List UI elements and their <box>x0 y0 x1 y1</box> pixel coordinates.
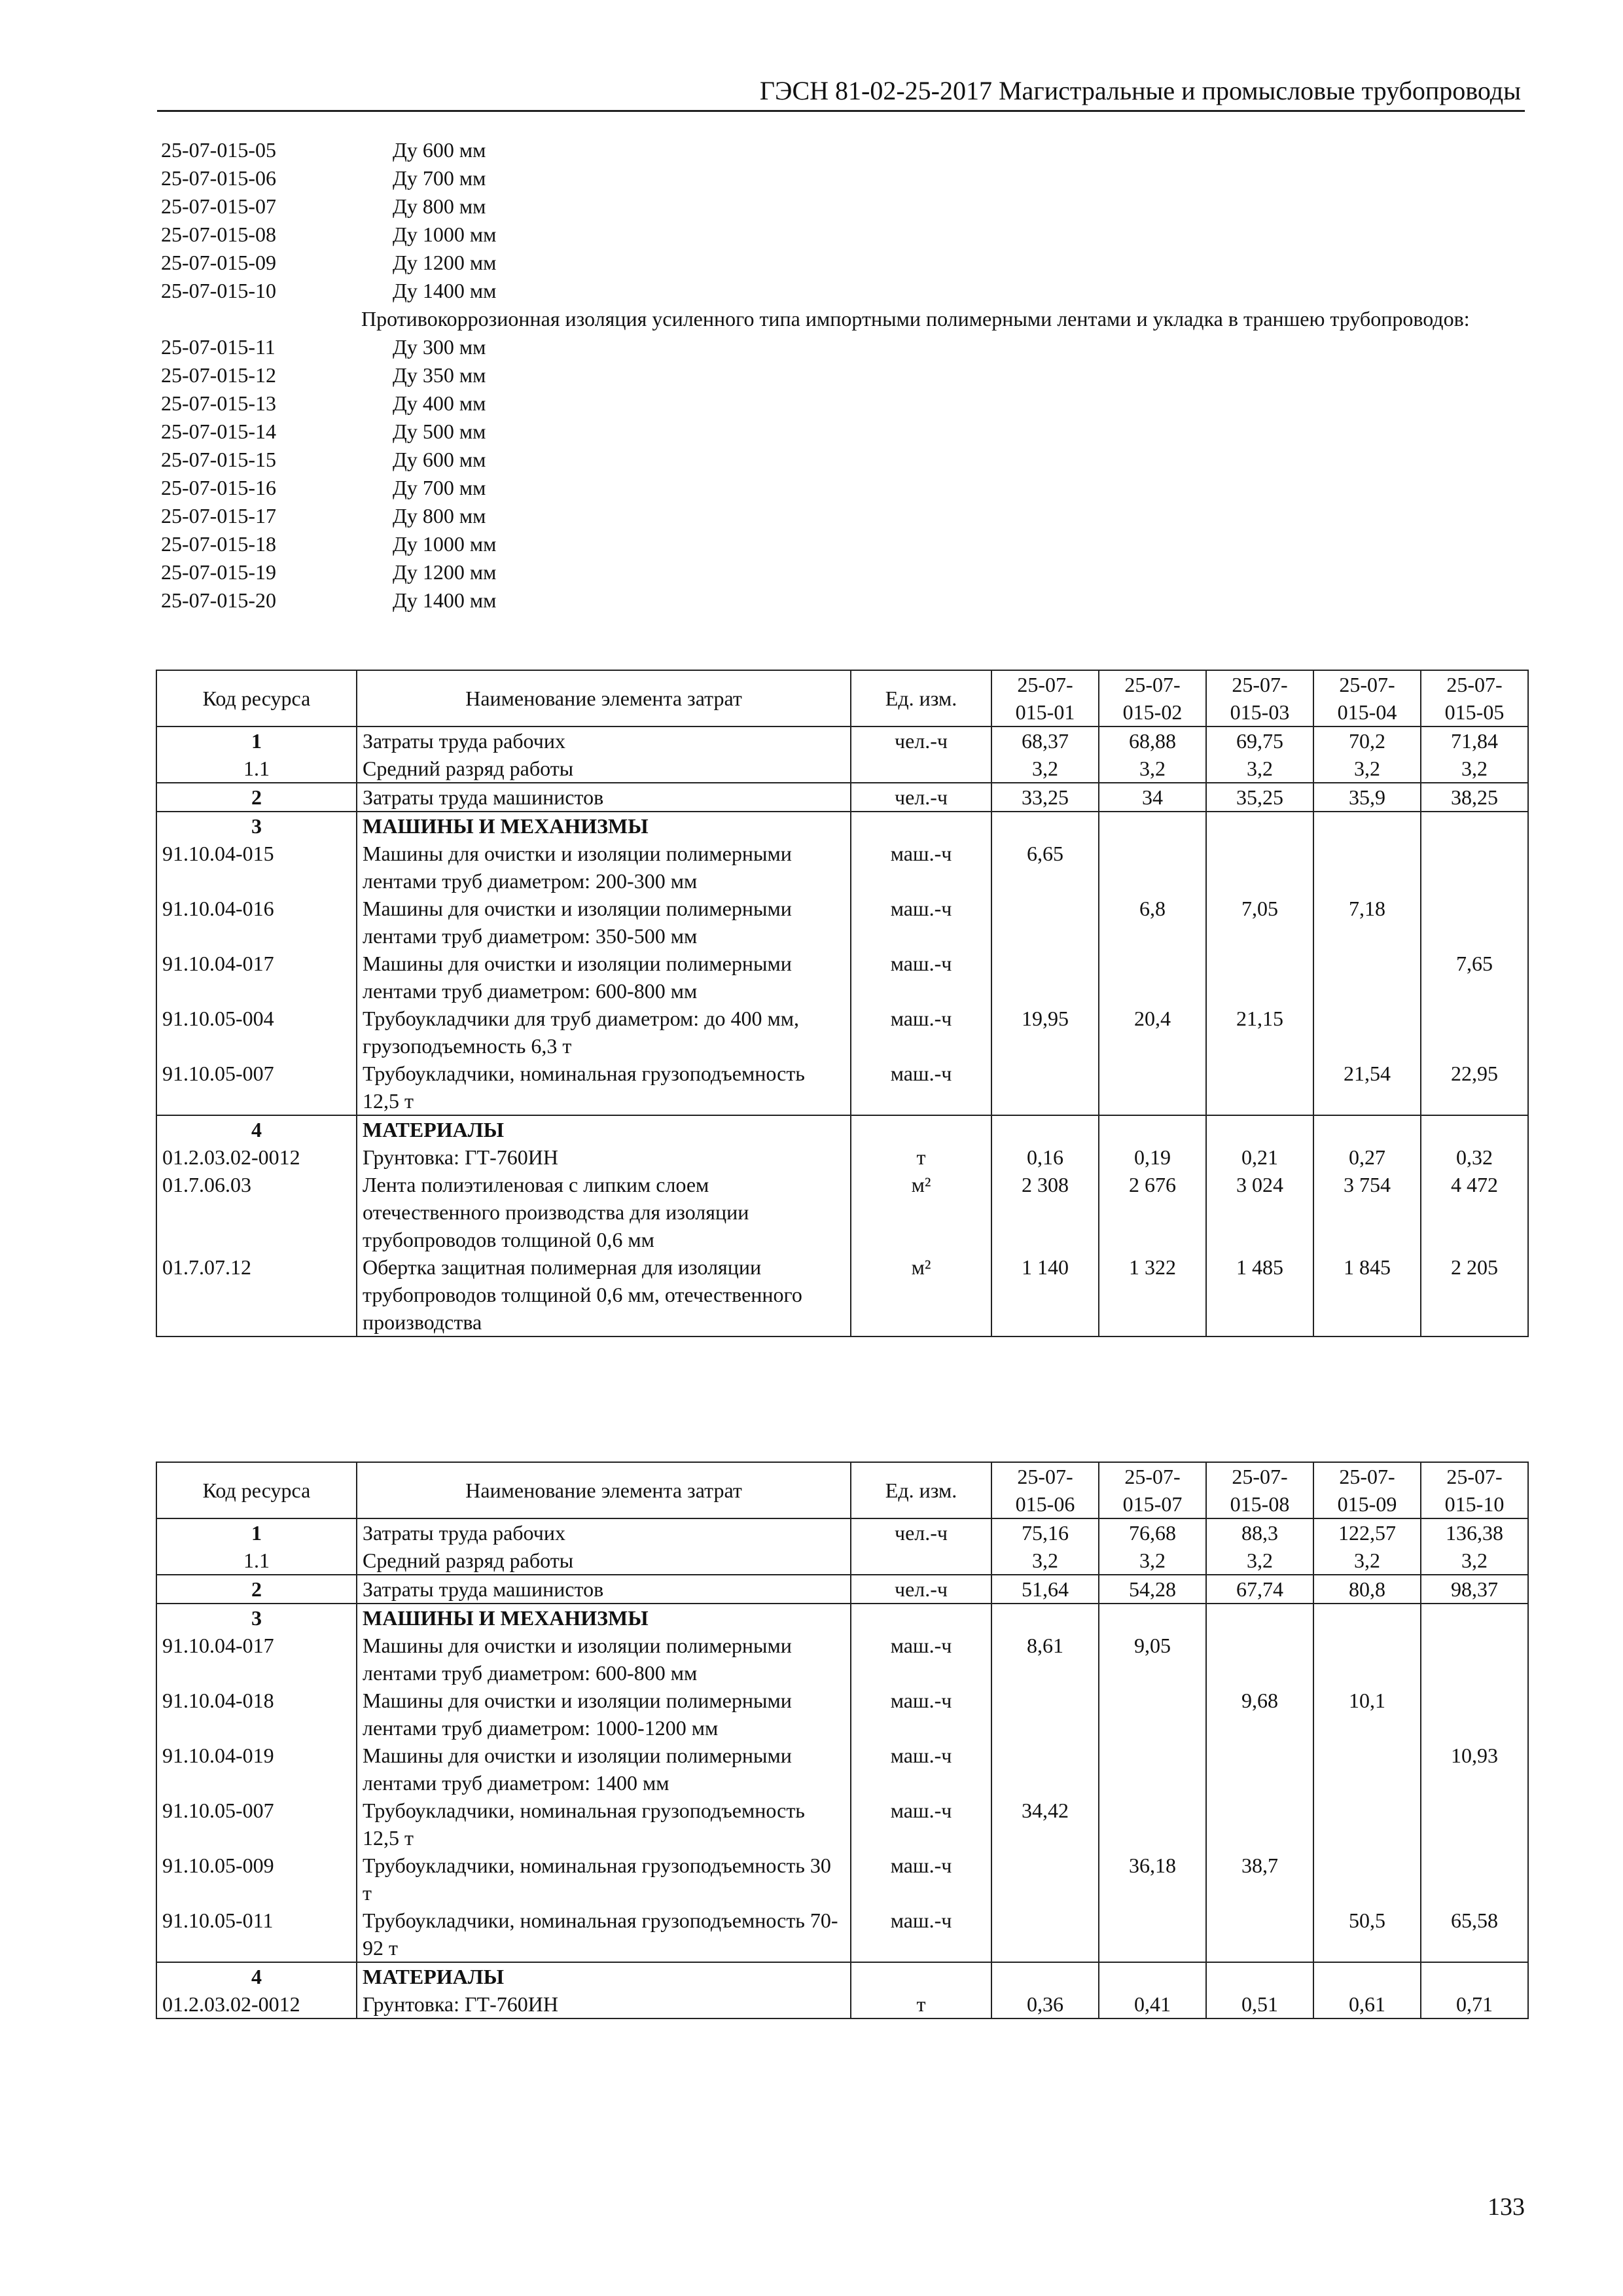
header-name: Наименование элемента затрат <box>357 670 851 726</box>
unit: м² <box>851 1171 991 1253</box>
value-cell <box>1099 1797 1206 1852</box>
resource-code: 4 <box>156 1962 357 1990</box>
resource-code: 3 <box>156 1604 357 1632</box>
resource-code: 91.10.04-015 <box>156 840 357 895</box>
list-item <box>161 333 1535 361</box>
value-cell <box>1421 1852 1528 1907</box>
value-cell: 22,95 <box>1421 1060 1528 1115</box>
item-code: 25-07-015-19 <box>161 560 276 584</box>
value-cell: 3,2 <box>991 1547 1099 1575</box>
table-row <box>156 1253 1528 1336</box>
item-name: Ду 700 мм <box>393 476 486 499</box>
list-item <box>161 277 1535 305</box>
value-cell <box>991 1604 1099 1632</box>
value-cell <box>1421 1115 1528 1143</box>
value-cell <box>1099 1687 1206 1742</box>
value-cell: 75,16 <box>991 1518 1099 1547</box>
value-cell: 20,4 <box>1099 1005 1206 1060</box>
cost-element-name: МАТЕРИАЛЫ <box>357 1962 851 1990</box>
value-cell <box>991 1852 1099 1907</box>
value-cell <box>1206 812 1313 840</box>
value-cell: 54,28 <box>1099 1575 1206 1604</box>
unit: маш.-ч <box>851 895 991 950</box>
value-cell <box>991 895 1099 950</box>
value-cell: 3,2 <box>1206 755 1313 783</box>
unit: маш.-ч <box>851 1005 991 1060</box>
value-cell: 8,61 <box>991 1632 1099 1687</box>
value-cell <box>1099 840 1206 895</box>
value-cell <box>1313 1797 1421 1852</box>
value-cell <box>991 1962 1099 1990</box>
value-cell: 33,25 <box>991 783 1099 812</box>
cost-element-name: Лента полиэтиленовая с липким слоем отечественного производства для изоляции трубопроводов толщиной 0,6 мм <box>357 1171 851 1253</box>
value-cell: 3,2 <box>1421 1547 1528 1575</box>
cost-element-name: МАШИНЫ И МЕХАНИЗМЫ <box>357 1604 851 1632</box>
table-row <box>156 1547 1528 1575</box>
value-cell: 6,65 <box>991 840 1099 895</box>
cost-element-name: Затраты труда рабочих <box>357 1518 851 1547</box>
resource-code: 1 <box>156 726 357 755</box>
value-cell: 35,25 <box>1206 783 1313 812</box>
value-cell <box>1099 1907 1206 1962</box>
cost-element-name: Средний разряд работы <box>357 1547 851 1575</box>
resource-code: 2 <box>156 783 357 812</box>
value-cell: 3,2 <box>1099 755 1206 783</box>
value-cell: 0,51 <box>1206 1990 1313 2018</box>
value-cell: 9,68 <box>1206 1687 1313 1742</box>
value-cell: 6,8 <box>1099 895 1206 950</box>
value-cell <box>1313 950 1421 1005</box>
cost-element-name: МАШИНЫ И МЕХАНИЗМЫ <box>357 812 851 840</box>
value-cell <box>1421 1005 1528 1060</box>
item-name: Ду 350 мм <box>393 363 486 387</box>
table-row <box>156 1115 1528 1143</box>
unit: маш.-ч <box>851 1797 991 1852</box>
value-cell: 7,65 <box>1421 950 1528 1005</box>
item-code: 25-07-015-09 <box>161 251 276 274</box>
value-cell <box>1206 1604 1313 1632</box>
item-name: Ду 600 мм <box>393 448 486 471</box>
unit: чел.-ч <box>851 1575 991 1604</box>
value-cell <box>1206 1907 1313 1962</box>
value-cell: 70,2 <box>1313 726 1421 755</box>
value-cell: 65,58 <box>1421 1907 1528 1962</box>
header-col: 25-07- 015-06 <box>991 1462 1099 1518</box>
cost-element-name: Обертка защитная полимерная для изоляции трубопроводов толщиной 0,6 мм, отечественного производства <box>357 1253 851 1336</box>
resource-code: 91.10.05-004 <box>156 1005 357 1060</box>
value-cell: 80,8 <box>1313 1575 1421 1604</box>
value-cell: 3 024 <box>1206 1171 1313 1253</box>
list-bottom <box>161 333 1535 615</box>
item-code: 25-07-015-15 <box>161 448 276 471</box>
value-cell <box>1313 1962 1421 1990</box>
value-cell <box>1099 950 1206 1005</box>
list-item <box>161 558 1535 586</box>
unit: маш.-ч <box>851 950 991 1005</box>
item-name: Ду 500 мм <box>393 420 486 443</box>
value-cell: 0,61 <box>1313 1990 1421 2018</box>
value-cell: 1 485 <box>1206 1253 1313 1336</box>
table-row <box>156 726 1528 755</box>
unit: чел.-ч <box>851 726 991 755</box>
header-unit: Ед. изм. <box>851 670 991 726</box>
cost-element-name: Трубоукладчики, номинальная грузоподъемность 70-92 т <box>357 1907 851 1962</box>
table-row <box>156 1005 1528 1060</box>
resource-code: 91.10.05-011 <box>156 1907 357 1962</box>
value-cell: 1 845 <box>1313 1253 1421 1336</box>
value-cell: 7,05 <box>1206 895 1313 950</box>
value-cell: 0,36 <box>991 1990 1099 2018</box>
value-cell: 38,25 <box>1421 783 1528 812</box>
item-name: Ду 700 мм <box>393 166 486 190</box>
header-col: 25-07- 015-05 <box>1421 670 1528 726</box>
list-item <box>161 361 1535 389</box>
resource-code: 91.10.05-007 <box>156 1797 357 1852</box>
value-cell: 2 205 <box>1421 1253 1528 1336</box>
table-row <box>156 755 1528 783</box>
resource-code: 91.10.04-016 <box>156 895 357 950</box>
cost-element-name: Машины для очистки и изоляции полимерными лентами труб диаметром: 200-300 мм <box>357 840 851 895</box>
value-cell <box>991 1687 1099 1742</box>
table-row <box>156 1852 1528 1907</box>
value-cell: 0,32 <box>1421 1143 1528 1171</box>
cost-element-name: Грунтовка: ГТ-760ИН <box>357 1990 851 2018</box>
cost-element-name: Затраты труда машинистов <box>357 783 851 812</box>
value-cell: 68,88 <box>1099 726 1206 755</box>
table-row <box>156 783 1528 812</box>
value-cell: 1 322 <box>1099 1253 1206 1336</box>
value-cell <box>1421 1632 1528 1687</box>
value-cell: 34 <box>1099 783 1206 812</box>
table-row <box>156 1962 1528 1990</box>
list-item <box>161 249 1535 277</box>
cost-element-name: Средний разряд работы <box>357 755 851 783</box>
page-header <box>157 73 1525 112</box>
value-cell <box>1313 1115 1421 1143</box>
list-item <box>161 221 1535 249</box>
value-cell: 0,41 <box>1099 1990 1206 2018</box>
value-cell: 3,2 <box>991 755 1099 783</box>
resource-code: 4 <box>156 1115 357 1143</box>
header-col: 25-07- 015-04 <box>1313 670 1421 726</box>
item-name: Ду 800 мм <box>393 194 486 218</box>
cost-element-name: Машины для очистки и изоляции полимерными лентами труб диаметром: 1400 мм <box>357 1742 851 1797</box>
header-col: 25-07- 015-02 <box>1099 670 1206 726</box>
value-cell <box>1421 1962 1528 1990</box>
cost-element-name: Трубоукладчики для труб диаметром: до 400 мм, грузоподъемность 6,3 т <box>357 1005 851 1060</box>
item-code: 25-07-015-10 <box>161 279 276 302</box>
item-name: Ду 1000 мм <box>393 532 497 556</box>
value-cell <box>991 1115 1099 1143</box>
value-cell: 21,15 <box>1206 1005 1313 1060</box>
cost-element-name: Машины для очистки и изоляции полимерными лентами труб диаметром: 1000-1200 мм <box>357 1687 851 1742</box>
unit <box>851 1547 991 1575</box>
resource-code: 91.10.04-019 <box>156 1742 357 1797</box>
item-code: 25-07-015-13 <box>161 391 276 415</box>
resource-code: 01.7.06.03 <box>156 1171 357 1253</box>
unit: маш.-ч <box>851 1687 991 1742</box>
value-cell: 34,42 <box>991 1797 1099 1852</box>
unit <box>851 1115 991 1143</box>
value-cell <box>1099 1060 1206 1115</box>
value-cell <box>1313 1742 1421 1797</box>
cost-element-name: Машины для очистки и изоляции полимерными лентами труб диаметром: 350-500 мм <box>357 895 851 950</box>
unit: маш.-ч <box>851 1742 991 1797</box>
list-item <box>161 446 1535 474</box>
value-cell <box>1206 1632 1313 1687</box>
value-cell <box>1206 1742 1313 1797</box>
value-cell: 3,2 <box>1313 1547 1421 1575</box>
unit: т <box>851 1143 991 1171</box>
value-cell <box>991 950 1099 1005</box>
value-cell: 35,9 <box>1313 783 1421 812</box>
table-row <box>156 1518 1528 1547</box>
cost-table-2 <box>156 1462 1529 2019</box>
value-cell <box>1421 840 1528 895</box>
value-cell <box>991 1060 1099 1115</box>
list-item <box>161 530 1535 558</box>
table-row <box>156 1687 1528 1742</box>
item-code: 25-07-015-14 <box>161 420 276 443</box>
value-cell <box>991 1742 1099 1797</box>
value-cell <box>1099 1742 1206 1797</box>
unit <box>851 1604 991 1632</box>
value-cell <box>1206 1060 1313 1115</box>
value-cell: 0,19 <box>1099 1143 1206 1171</box>
value-cell: 69,75 <box>1206 726 1313 755</box>
value-cell <box>1421 812 1528 840</box>
value-cell: 3 754 <box>1313 1171 1421 1253</box>
resource-code: 01.2.03.02-0012 <box>156 1990 357 2018</box>
item-code: 25-07-015-11 <box>161 335 276 359</box>
value-cell <box>1313 840 1421 895</box>
cost-element-name: Машины для очистки и изоляции полимерными лентами труб диаметром: 600-800 мм <box>357 1632 851 1687</box>
item-code: 25-07-015-17 <box>161 504 276 528</box>
value-cell: 4 472 <box>1421 1171 1528 1253</box>
table-row <box>156 1143 1528 1171</box>
value-cell: 71,84 <box>1421 726 1528 755</box>
table-row <box>156 1575 1528 1604</box>
resource-code: 1.1 <box>156 1547 357 1575</box>
value-cell: 88,3 <box>1206 1518 1313 1547</box>
table-row <box>156 1060 1528 1115</box>
value-cell: 2 676 <box>1099 1171 1206 1253</box>
header-col: 25-07- 015-10 <box>1421 1462 1528 1518</box>
page-number: 133 <box>1488 2193 1525 2221</box>
unit <box>851 1962 991 1990</box>
value-cell <box>991 812 1099 840</box>
value-cell <box>1206 1962 1313 1990</box>
item-code: 25-07-015-08 <box>161 223 276 246</box>
table-row <box>156 1742 1528 1797</box>
table-row <box>156 1990 1528 2018</box>
unit: маш.-ч <box>851 1632 991 1687</box>
value-cell: 3,2 <box>1421 755 1528 783</box>
table-row <box>156 1797 1528 1852</box>
value-cell <box>1206 840 1313 895</box>
table-row <box>156 1171 1528 1253</box>
cost-element-name: Машины для очистки и изоляции полимерными лентами труб диаметром: 600-800 мм <box>357 950 851 1005</box>
unit: маш.-ч <box>851 840 991 895</box>
unit: маш.-ч <box>851 1852 991 1907</box>
resource-code: 91.10.05-007 <box>156 1060 357 1115</box>
unit: т <box>851 1990 991 2018</box>
item-code: 25-07-015-18 <box>161 532 276 556</box>
resource-code: 01.7.07.12 <box>156 1253 357 1336</box>
item-code: 25-07-015-20 <box>161 588 276 612</box>
value-cell <box>1313 1604 1421 1632</box>
table-row <box>156 840 1528 895</box>
item-code: 25-07-015-12 <box>161 363 276 387</box>
item-name: Ду 1000 мм <box>393 223 497 246</box>
section-list <box>161 136 1535 615</box>
value-cell: 38,7 <box>1206 1852 1313 1907</box>
list-item <box>161 418 1535 446</box>
value-cell <box>1421 895 1528 950</box>
unit: маш.-ч <box>851 1060 991 1115</box>
cost-element-name: Затраты труда машинистов <box>357 1575 851 1604</box>
cost-element-name: МАТЕРИАЛЫ <box>357 1115 851 1143</box>
header-col: 25-07- 015-09 <box>1313 1462 1421 1518</box>
value-cell <box>991 1907 1099 1962</box>
resource-code: 91.10.04-017 <box>156 950 357 1005</box>
item-name: Ду 1200 мм <box>393 251 497 274</box>
header-col: 25-07- 015-03 <box>1206 670 1313 726</box>
value-cell: 19,95 <box>991 1005 1099 1060</box>
unit: маш.-ч <box>851 1907 991 1962</box>
value-cell <box>1099 1962 1206 1990</box>
item-code: 25-07-015-16 <box>161 476 276 499</box>
unit <box>851 812 991 840</box>
resource-code: 91.10.04-017 <box>156 1632 357 1687</box>
list-item <box>161 164 1535 192</box>
value-cell: 136,38 <box>1421 1518 1528 1547</box>
value-cell: 50,5 <box>1313 1907 1421 1962</box>
value-cell: 3,2 <box>1099 1547 1206 1575</box>
resource-code: 1 <box>156 1518 357 1547</box>
value-cell <box>1313 812 1421 840</box>
item-name: Ду 300 мм <box>393 335 486 359</box>
table-row <box>156 895 1528 950</box>
value-cell <box>1313 1005 1421 1060</box>
resource-code: 1.1 <box>156 755 357 783</box>
list-item <box>161 474 1535 502</box>
header-code: Код ресурса <box>156 1462 357 1518</box>
value-cell: 0,21 <box>1206 1143 1313 1171</box>
item-code: 25-07-015-07 <box>161 194 276 218</box>
item-name: Ду 1400 мм <box>393 588 497 612</box>
list-item <box>161 136 1535 164</box>
value-cell <box>1206 1797 1313 1852</box>
value-cell: 0,71 <box>1421 1990 1528 2018</box>
header-col: 25-07- 015-01 <box>991 670 1099 726</box>
cost-element-name: Грунтовка: ГТ-760ИН <box>357 1143 851 1171</box>
header-name: Наименование элемента затрат <box>357 1462 851 1518</box>
table-row <box>156 812 1528 840</box>
value-cell: 10,93 <box>1421 1742 1528 1797</box>
value-cell <box>1421 1604 1528 1632</box>
cost-element-name: Трубоукладчики, номинальная грузоподъемность 12,5 т <box>357 1797 851 1852</box>
item-name: Ду 1400 мм <box>393 279 497 302</box>
value-cell: 76,68 <box>1099 1518 1206 1547</box>
value-cell <box>1313 1632 1421 1687</box>
table-row <box>156 1907 1528 1962</box>
value-cell <box>1206 1115 1313 1143</box>
table-row <box>156 950 1528 1005</box>
unit <box>851 755 991 783</box>
value-cell: 51,64 <box>991 1575 1099 1604</box>
resource-code: 2 <box>156 1575 357 1604</box>
list-item <box>161 586 1535 615</box>
resource-code: 3 <box>156 812 357 840</box>
value-cell: 9,05 <box>1099 1632 1206 1687</box>
header-unit: Ед. изм. <box>851 1462 991 1518</box>
item-name: Ду 600 мм <box>393 138 486 162</box>
item-name: Ду 800 мм <box>393 504 486 528</box>
value-cell: 68,37 <box>991 726 1099 755</box>
table-row <box>156 1632 1528 1687</box>
unit: чел.-ч <box>851 783 991 812</box>
value-cell: 7,18 <box>1313 895 1421 950</box>
unit: м² <box>851 1253 991 1336</box>
item-name: Ду 400 мм <box>393 391 486 415</box>
value-cell: 2 308 <box>991 1171 1099 1253</box>
value-cell <box>1099 1604 1206 1632</box>
value-cell <box>1206 950 1313 1005</box>
resource-code: 91.10.05-009 <box>156 1852 357 1907</box>
list-item <box>161 502 1535 530</box>
item-code: 25-07-015-06 <box>161 166 276 190</box>
value-cell: 98,37 <box>1421 1575 1528 1604</box>
header-col: 25-07- 015-08 <box>1206 1462 1313 1518</box>
item-name: Ду 1200 мм <box>393 560 497 584</box>
list-item <box>161 192 1535 221</box>
cost-element-name: Затраты труда рабочих <box>357 726 851 755</box>
table-row <box>156 1604 1528 1632</box>
item-code: 25-07-015-05 <box>161 138 276 162</box>
unit: чел.-ч <box>851 1518 991 1547</box>
value-cell <box>1421 1687 1528 1742</box>
value-cell: 122,57 <box>1313 1518 1421 1547</box>
value-cell: 0,27 <box>1313 1143 1421 1171</box>
value-cell: 67,74 <box>1206 1575 1313 1604</box>
resource-code: 91.10.04-018 <box>156 1687 357 1742</box>
cost-element-name: Трубоукладчики, номинальная грузоподъемность 30 т <box>357 1852 851 1907</box>
value-cell <box>1421 1797 1528 1852</box>
value-cell: 0,16 <box>991 1143 1099 1171</box>
header-col: 25-07- 015-07 <box>1099 1462 1206 1518</box>
resource-code: 01.2.03.02-0012 <box>156 1143 357 1171</box>
value-cell: 36,18 <box>1099 1852 1206 1907</box>
page-header-title: ГЭСН 81-02-25-2017 Магистральные и промысловые трубопроводы <box>759 76 1521 105</box>
cost-table-1 <box>156 670 1529 1337</box>
section-note: Противокоррозионная изоляция усиленного типа импортными полимерными лентами и укладка в траншею трубопроводов: <box>361 307 1470 331</box>
value-cell: 1 140 <box>991 1253 1099 1336</box>
list-item <box>161 389 1535 418</box>
value-cell <box>1099 812 1206 840</box>
cost-element-name: Трубоукладчики, номинальная грузоподъемность 12,5 т <box>357 1060 851 1115</box>
value-cell: 3,2 <box>1313 755 1421 783</box>
list-top <box>161 136 1535 305</box>
header-code: Код ресурса <box>156 670 357 726</box>
value-cell: 21,54 <box>1313 1060 1421 1115</box>
value-cell: 10,1 <box>1313 1687 1421 1742</box>
value-cell <box>1099 1115 1206 1143</box>
value-cell <box>1313 1852 1421 1907</box>
value-cell: 3,2 <box>1206 1547 1313 1575</box>
